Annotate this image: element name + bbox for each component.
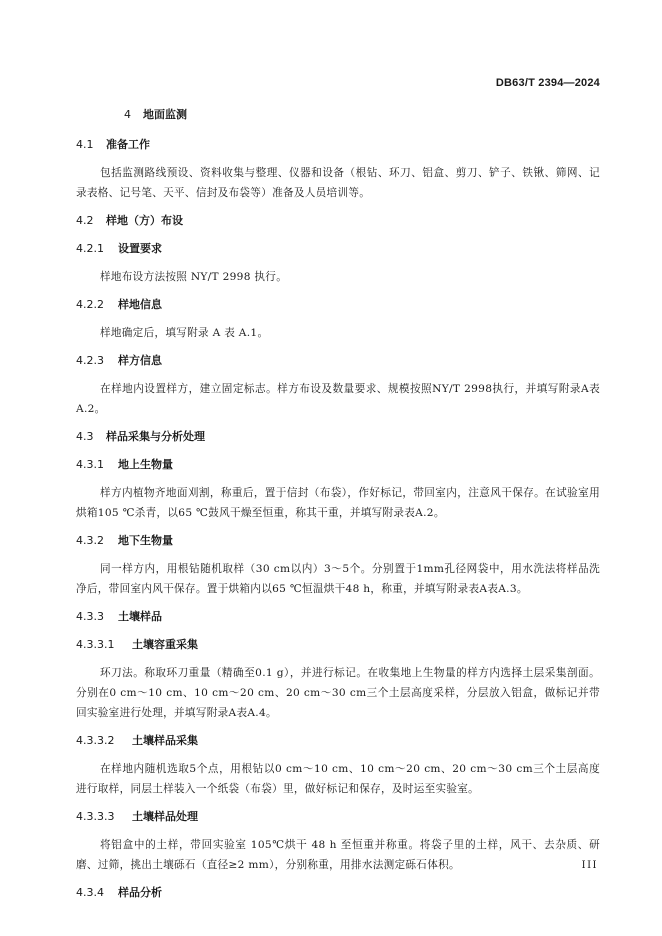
section-heading-4-3-3-1 (76, 635, 600, 655)
section-number: 4.2.2 (76, 298, 104, 311)
section-title: 地上生物量 (118, 458, 173, 471)
section-heading-4-3-3 (76, 607, 600, 627)
section-title: 样方信息 (118, 354, 162, 367)
section-number: 4.3.3.2 (76, 734, 115, 747)
page-number: III (581, 860, 598, 871)
section-number: 4.1 (76, 138, 94, 151)
section-number: 4.3.3 (76, 610, 104, 623)
section-number: 4.3.2 (76, 534, 104, 547)
section-title: 土壤样品处理 (132, 810, 198, 823)
section-title: 土壤样品 (118, 610, 162, 623)
section-title: 设置要求 (118, 242, 162, 255)
section-number: 4.3.3.3 (76, 810, 115, 823)
section-title: 样地信息 (118, 298, 162, 311)
section-heading-4-2-2 (76, 295, 600, 315)
section-heading-4-2 (76, 211, 600, 231)
section-heading-4-3 (76, 427, 600, 447)
paragraph-4-2-3: 在样地内设置样方，建立固定标志。样方布设及数量要求、规模按照NY/T 2998执行，并填写附录A表A.2。 (76, 383, 600, 415)
document-body (76, 102, 600, 903)
paragraph-4-3-2: 同一样方内，用根钻随机取样（30 cm以内）3～5个。分别置于1mm孔径网袋中，用水洗法将样品洗净后，带回室内风干保存。置于烘箱内以65 ℃恒温烘干48 h，称重，并填写附录表A表A.3。 (76, 563, 600, 595)
section-number: 4.2.1 (76, 242, 104, 255)
section-heading-4-3-3-3 (76, 807, 600, 827)
section-title: 样品采集与分析处理 (106, 430, 205, 443)
section-heading-4-3-3-2 (76, 731, 600, 751)
section-title: 准备工作 (106, 138, 150, 151)
section-number: 4.2.3 (76, 354, 104, 367)
section-heading-4-3-2 (76, 531, 600, 551)
section-heading-4-2-3 (76, 351, 600, 371)
paragraph-4-3-1: 样方内植物齐地面刈割，称重后，置于信封（布袋），作好标记，带回室内，注意风干保存。在试验室用烘箱105 ℃杀青，以65 ℃鼓风干燥至恒重，称其干重，并填写附录表A.2。 (76, 487, 600, 519)
section-number: 4.3.1 (76, 458, 104, 471)
section-number: 4.3 (76, 430, 94, 443)
chapter-title: 地面监测 (143, 108, 187, 121)
paragraph-4-3-3-2: 在样地内随机选取5个点，用根钻以0 cm～10 cm、10 cm～20 cm、20 cm～30 cm三个土层高度进行取样，同层土样装入一个纸袋（布袋）里，做好标记和保存，及时运至实验室。 (76, 763, 600, 795)
section-title: 土壤容重采集 (132, 638, 198, 651)
section-title: 样品分析 (118, 886, 162, 899)
chapter-heading (76, 105, 600, 125)
paragraph-4-2-1: 样地布设方法按照 NY/T 2998 执行。 (100, 271, 288, 283)
paragraph-4-3-3-3: 将铝盒中的土样，带回实验室 105℃烘干 48 h 至恒重并称重。将袋子里的土样，风干、去杂质、研磨、过筛，挑出土壤砾石（直径≥2 mm），分别称重，用排水法测定砾石体积。 (76, 839, 600, 871)
section-heading-4-3-1 (76, 455, 600, 475)
paragraph-4-1: 包括监测路线预设、资料收集与整理、仪器和设备（根钻、环刀、铝盒、剪刀、铲子、铁锹、筛网、记录表格、记号笔、天平、信封及布袋等）准备及人员培训等。 (76, 167, 600, 199)
section-heading-4-1 (76, 135, 600, 155)
paragraph-4-2-2: 样地确定后，填写附录 A 表 A.1。 (100, 327, 269, 339)
section-title: 样地（方）布设 (106, 214, 183, 227)
standard-code: DB63/T 2394—2024 (495, 77, 600, 89)
chapter-number: 4 (124, 108, 131, 121)
section-number: 4.3.4 (76, 886, 104, 899)
paragraph-4-3-3-1: 环刀法。称取环刀重量（精确至0.1 g），并进行标记。在收集地上生物量的样方内选择土层采集剖面。分别在0 cm～10 cm、10 cm～20 cm、20 cm～30 cm三个土层高度采样，分层放入铝盒，做标记并带回实验室进行处理，并填写附录A表A.4。 (76, 667, 600, 719)
section-title: 地下生物量 (118, 534, 173, 547)
section-title: 土壤样品采集 (132, 734, 198, 747)
section-number: 4.3.3.1 (76, 638, 115, 651)
section-number: 4.2 (76, 214, 94, 227)
section-heading-4-2-1 (76, 239, 600, 259)
section-heading-4-3-4 (76, 883, 600, 903)
